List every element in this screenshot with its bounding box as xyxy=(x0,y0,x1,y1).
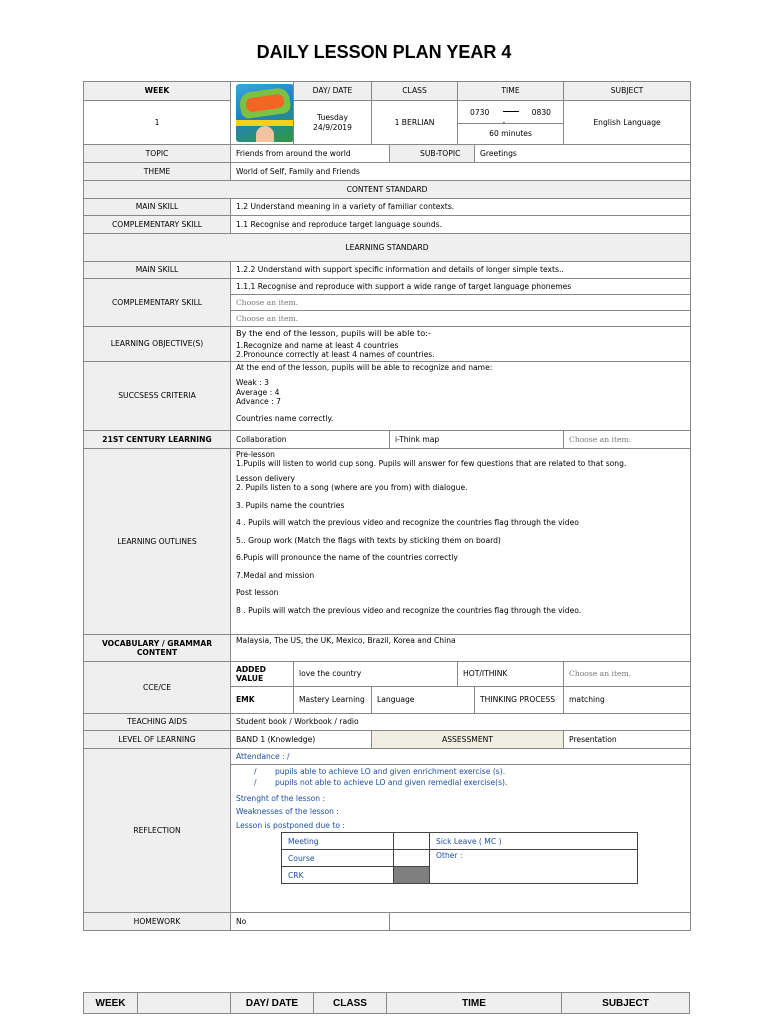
outline-step-4: 4 . Pupils will watch the previous video and recognize the countries flag through the video xyxy=(236,518,579,528)
time-label: TIME xyxy=(458,82,564,101)
outlines-value xyxy=(231,449,691,635)
class-label: CLASS xyxy=(372,82,458,101)
pre-lesson-heading: Pre-lesson xyxy=(236,450,275,459)
aids-value: Student book / Workbook / radio xyxy=(231,714,691,731)
cs-comp-skill-label: COMPLEMENTARY SKILL xyxy=(84,216,231,234)
day-date-value xyxy=(294,101,372,145)
outline-step-3: 3. Pupils name the countries xyxy=(236,500,345,510)
objective-label: LEARNING OBJECTIVE(S) xyxy=(84,327,231,362)
time-value xyxy=(458,101,564,145)
success-average: Average : 4 xyxy=(236,387,280,397)
footer-class-label: CLASS xyxy=(314,993,387,1014)
thinking-value: matching xyxy=(564,687,691,714)
century-label: 21ST CENTURY LEARNING xyxy=(84,431,231,449)
reason-crk: CRK xyxy=(282,867,394,884)
outline-step-8: 8 . Pupils will watch the previous video and recognize the countries flag through the video. xyxy=(236,605,582,615)
assessment-value: Presentation xyxy=(564,731,691,749)
homework-label: HOMEWORK xyxy=(84,913,231,931)
century-choose-item[interactable]: Choose an item. xyxy=(564,431,691,449)
class-value: 1 BERLIAN xyxy=(372,101,458,145)
subtopic-value: Greetings xyxy=(475,145,691,163)
emk-value-2: Language xyxy=(372,687,475,714)
cce-label: CCE/CE xyxy=(84,662,231,714)
ls-main-skill-label: MAIN SKILL xyxy=(84,262,231,279)
objective-item-1: 1.Recognize and name at least 4 countries xyxy=(236,340,399,350)
learning-standard-heading: LEARNING STANDARD xyxy=(84,234,691,262)
added-value-label: ADDED VALUE xyxy=(231,662,294,687)
week-value: 1 xyxy=(84,101,231,145)
hot-choose-item[interactable]: Choose an item. xyxy=(564,662,691,687)
time-end: 0830 xyxy=(531,108,552,118)
strength: Strenght of the lesson : xyxy=(236,793,325,803)
success-criteria-value xyxy=(231,362,691,431)
day-value: Tuesday xyxy=(317,113,348,123)
time-separator: - xyxy=(503,108,519,121)
objective-intro: By the end of the lesson, pupils will be able to:- xyxy=(236,328,431,339)
thinking-label: THINKING PROCESS xyxy=(475,687,564,714)
homework-extra xyxy=(390,913,691,931)
vocab-label: VOCABULARY / GRAMMAR CONTENT xyxy=(84,635,231,662)
success-weak: Weak : 3 xyxy=(236,378,270,388)
ls-choose-item-2[interactable]: Choose an item. xyxy=(231,311,691,327)
aids-label: TEACHING AIDS xyxy=(84,714,231,731)
success-note: Countries name correctly. xyxy=(236,413,334,423)
reflection-value xyxy=(231,765,691,913)
ls-choose-item-1[interactable]: Choose an item. xyxy=(231,295,691,311)
footer-subject-label: SUBJECT xyxy=(562,993,690,1014)
outline-step-7: 7.Medal and mission xyxy=(236,570,315,580)
ls-comp-skill-label: COMPLEMENTARY SKILL xyxy=(84,279,231,327)
reason-crk-check[interactable] xyxy=(394,867,430,884)
century-value-1: Collaboration xyxy=(231,431,390,449)
century-value-2: i-Think map xyxy=(390,431,564,449)
page-title: DAILY LESSON PLAN YEAR 4 xyxy=(256,42,512,62)
added-value: love the country xyxy=(294,662,458,687)
homework-value: No xyxy=(231,913,390,931)
theme-value: World of Self, Family and Friends xyxy=(231,163,691,181)
book-cover-cell xyxy=(231,82,294,145)
post-lesson-heading: Post lesson xyxy=(236,588,279,598)
cs-main-skill-value: 1.2 Understand meaning in a variety of familiar contexts. xyxy=(231,199,691,216)
cs-main-skill-label: MAIN SKILL xyxy=(84,199,231,216)
outlines-label: LEARNING OUTLINES xyxy=(84,449,231,635)
success-criteria-label: SUCCSESS CRITERIA xyxy=(84,362,231,431)
hot-label: HOT/ITHINK xyxy=(458,662,564,687)
postponed: Lesson is postponed due to : xyxy=(236,820,345,830)
topic-value: Friends from around the world xyxy=(231,145,390,163)
time-start: 0730 xyxy=(470,108,490,118)
content-standard-heading: CONTENT STANDARD xyxy=(84,181,691,199)
remedial-slash: / xyxy=(254,778,257,788)
success-advance: Advance : 7 xyxy=(236,397,281,407)
reason-sick: Sick Leave ( MC ) xyxy=(430,833,638,850)
reason-meeting-check[interactable] xyxy=(394,833,430,850)
objective-value xyxy=(231,327,691,362)
footer-week-label: WEEK xyxy=(84,993,138,1014)
postponed-reasons-table xyxy=(281,832,638,884)
success-intro: At the end of the lesson, pupils will be able to recognize and name: xyxy=(236,363,493,372)
footer-week-value xyxy=(138,993,231,1014)
reason-course: Course xyxy=(282,850,394,867)
vocab-value: Malaysia, The US, the UK, Mexico, Brazil, Korea and China xyxy=(231,635,691,662)
attendance: Attendance : / xyxy=(231,749,691,765)
outline-step-2: 2. Pupils listen to a song (where are you from) with dialogue. xyxy=(236,483,468,493)
next-plan-header xyxy=(83,992,690,1014)
theme-label: THEME xyxy=(84,163,231,181)
reason-course-check[interactable] xyxy=(394,850,430,867)
enrich-slash: / xyxy=(254,767,257,776)
cs-comp-skill-value: 1.1 Recognise and reproduce target language sounds. xyxy=(231,216,691,234)
footer-day-label: DAY/ DATE xyxy=(231,993,314,1014)
enrich-text: pupils able to achieve LO and given enrichment exercise (s). xyxy=(274,767,506,776)
objective-item-2: 2.Pronounce correctly at least 4 names of countries. xyxy=(236,350,435,360)
emk-label: EMK xyxy=(231,687,294,714)
date-value: 24/9/2019 xyxy=(313,122,352,132)
day-date-label: DAY/ DATE xyxy=(294,82,372,101)
book-cover-image xyxy=(236,84,294,142)
ls-comp-skill-value: 1.1.1 Recognise and reproduce with support a wide range of target language phonemes xyxy=(231,279,691,295)
outline-step-5: 5.. Group work (Match the flags with texts by sticking them on board) xyxy=(236,535,501,545)
ls-main-skill-value: 1.2.2 Understand with support specific information and details of longer simple texts.. xyxy=(231,262,691,279)
outline-step-6: 6.Pupis will pronounce the name of the countries correctly xyxy=(236,553,458,563)
outline-step-1: 1.Pupils will listen to world cup song. Pupils will answer for few questions that are related to that song. xyxy=(236,459,627,469)
reason-meeting: Meeting xyxy=(282,833,394,850)
duration: 60 minutes xyxy=(489,129,532,139)
reason-other: Other : xyxy=(430,850,638,884)
week-label: WEEK xyxy=(84,82,231,101)
weakness: Weaknesses of the lesson : xyxy=(236,807,339,817)
subtopic-label: SUB-TOPIC xyxy=(390,145,475,163)
subject-label: SUBJECT xyxy=(564,82,691,101)
reflection-label: REFLECTION xyxy=(84,749,231,913)
lesson-plan-table xyxy=(83,81,691,931)
footer-time-label: TIME xyxy=(387,993,562,1014)
subject-value: English Language xyxy=(564,101,691,145)
emk-value: Mastery Learning xyxy=(294,687,372,714)
level-label: LEVEL OF LEARNING xyxy=(84,731,231,749)
remedial-text: pupils not able to achieve LO and given remedial exercise(s). xyxy=(274,778,508,788)
level-value: BAND 1 (Knowledge) xyxy=(231,731,372,749)
lesson-delivery-heading: Lesson delivery xyxy=(236,473,296,483)
topic-label: TOPIC xyxy=(84,145,231,163)
assessment-label: ASSESSMENT xyxy=(372,731,564,749)
